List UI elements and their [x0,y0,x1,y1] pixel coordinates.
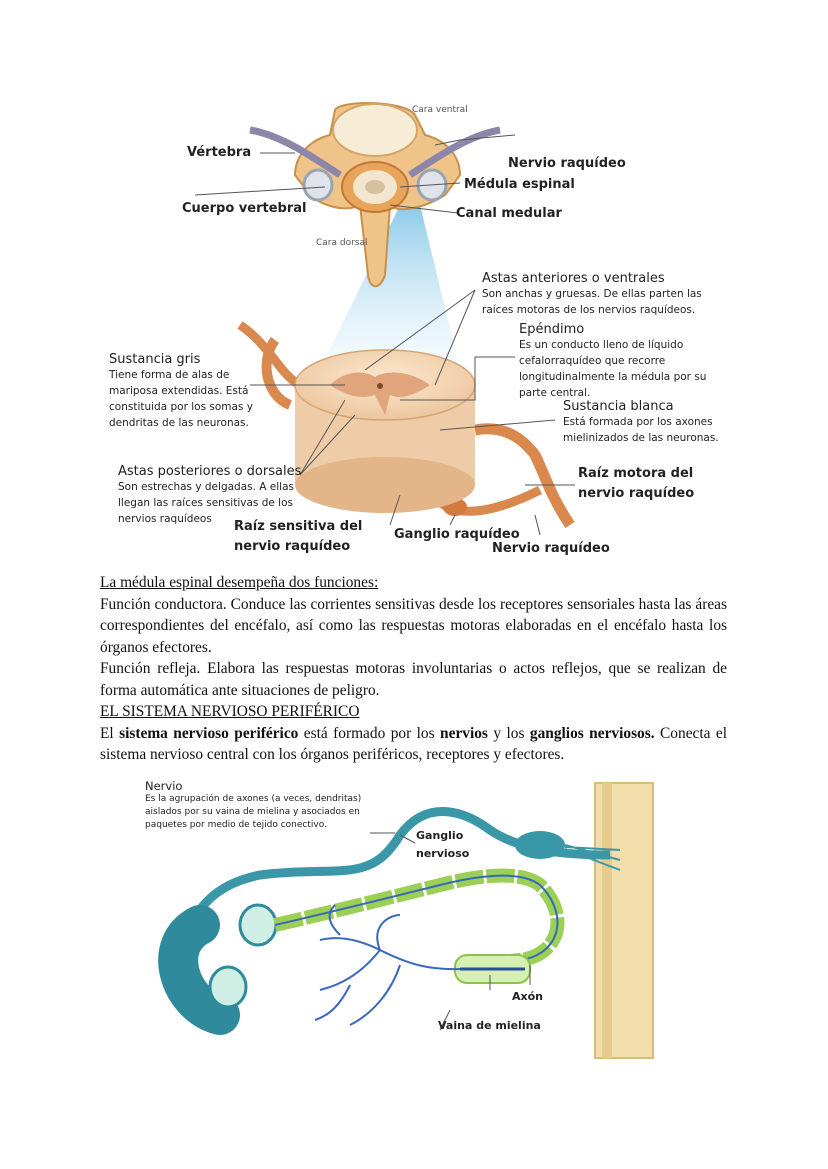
ganglio-nervioso-label: Ganglio nervioso [416,829,470,860]
ependimo-desc: Es un conducto lleno de líquido cefalorraquídeo que recorre longitudinalmente la médula por su parte central. [519,339,707,399]
axon-label: Axón [512,990,543,1003]
snp-text-e: y los [487,724,530,742]
spinal-cord-figure [100,95,740,565]
vaina-mielina-label: Vaina de mielina [438,1019,541,1032]
snp-text-c: está formado por los [298,724,441,742]
nervio-block [145,779,375,832]
functions-heading: La médula espinal desempeña dos funciones: [100,574,379,591]
sustancia-gris-block [109,352,269,431]
nervio-title: Nervio [145,779,183,793]
nervio-raquideo-top-label: Nervio raquídeo [508,156,626,171]
sustancia-blanca-block [563,399,733,446]
cara-ventral-label: Cara ventral [412,105,468,115]
function-conductora-paragraph: Función conductora. Conduce las corrientes sensitivas desde los receptores sensoriales hasta las áreas correspondientes del encéfalo, así como las respuestas motoras elaboradas en el encéfalo hasta los órganos efectores. [100,595,727,656]
function-refleja-paragraph: Función refleja. Elabora las respuestas motoras involuntarias o actos reflejos, que se realizan de forma automática ante situaciones de peligro. [100,660,727,699]
canal-medular-label: Canal medular [456,206,562,221]
snp-heading: EL SISTEMA NERVIOSO PERIFÉRICO [100,703,360,720]
astas-posteriores-title: Astas posteriores o dorsales [118,464,302,479]
medula-espinal-label: Médula espinal [464,177,575,192]
cara-dorsal-label: Cara dorsal [316,238,368,248]
sustancia-gris-desc: Tiene forma de alas de mariposa extendidas. Está constituida por los somas y dendritas de las neuronas. [109,369,253,429]
sustancia-blanca-desc: Está formada por los axones mielinizados de las neuronas. [563,416,719,444]
snp-paragraph [100,723,727,766]
sustancia-blanca-title: Sustancia blanca [563,399,674,414]
snp-term-sistema: sistema nervioso periférico [119,724,299,742]
raiz-sensitiva-label: Raíz sensitiva del nervio raquídeo [234,519,363,554]
nervio-raquideo-bottom-label: Nervio raquídeo [492,541,610,556]
vertebra-label: Vértebra [187,145,252,160]
sustancia-gris-title: Sustancia gris [109,352,201,367]
snp-term-ganglios: ganglios nerviosos. [529,724,655,742]
ganglio-raquideo-label: Ganglio raquídeo [394,527,520,542]
ependimo-title: Epéndimo [519,322,585,337]
raiz-motora-label: Raíz motora del nervio raquídeo [578,466,695,501]
body-text [100,572,727,766]
nervio-desc: Es la agrupación de axones (a veces, dendritas) aislados por su vaina de mielina y asociados en paquetes por medio de tejido conectivo. [145,794,362,830]
astas-anteriores-block [482,271,722,318]
astas-posteriores-desc: Son estrechas y delgadas. A ellas llegan las raíces sensitivas de los nervios raquídeos [118,481,295,525]
astas-anteriores-desc: Son anchas y gruesas. De ellas parten las raíces motoras de los nervios raquídeos. [482,288,702,316]
astas-anteriores-title: Astas anteriores o ventrales [482,271,665,286]
snp-text-g: Conecta el sistema nervioso central con los órganos periféricos, receptores y efectores. [100,724,727,763]
ependimo-block [519,322,729,401]
vertebra-illustration [250,103,500,286]
snp-text-a: El [100,724,120,742]
snp-term-nervios: nervios [440,724,488,742]
cuerpo-vertebral-label: Cuerpo vertebral [182,201,307,216]
nerve-figure [140,775,680,1065]
